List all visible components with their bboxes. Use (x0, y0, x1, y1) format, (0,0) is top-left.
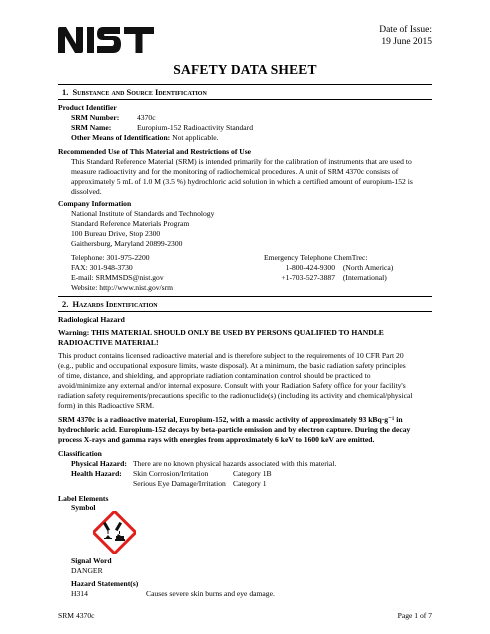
website: Website: http://www.nist.gov/srm (71, 283, 174, 293)
emergency-number: 1-800-424-9300 (285, 263, 335, 272)
section-title: Hazards Identification (72, 300, 158, 309)
recommended-use-text (71, 157, 432, 197)
text-line: of time, distance, and shielding, and appropriate radiation contamination control should be practiced to (58, 371, 371, 381)
date-of-issue (379, 24, 432, 48)
hazard-class: Skin Corrosion/Irritation (133, 469, 209, 478)
nist-logo (58, 27, 154, 53)
section-rule (58, 296, 432, 297)
fax: FAX: 301-948-3730 (71, 263, 133, 273)
emergency-region: (International) (342, 273, 387, 282)
address-line: National Institute of Standards and Technology (71, 209, 215, 218)
health-hazard-row (133, 469, 272, 479)
address-line: Standard Reference Materials Program (71, 219, 190, 229)
hazard-statement-text: Causes severe skin burns and eye damage. (146, 589, 275, 598)
hazard-category: Category 1B (233, 469, 272, 478)
emergency-title: Emergency Telephone ChemTrec: (264, 253, 368, 262)
text-line: process X-rays and gamma rays with energies from approximately 6 keV to 1600 keV are emitted. (58, 435, 375, 445)
section-number: 1. (62, 88, 69, 97)
hazard-category: Category 1 (233, 479, 267, 488)
email: E-mail: SRMMSDS@nist.gov (71, 273, 164, 283)
emergency-row (264, 273, 444, 283)
hazard-statement-label: Hazard Statement(s) (71, 579, 139, 588)
text-line: avoid/minimize any external and/or internal exposure. Consult with your Radiation Safety office for your facility's (58, 381, 406, 391)
health-hazard-row (133, 479, 267, 489)
address-line: Gaithersburg, Maryland 20899-2300 (71, 239, 183, 249)
physical-hazard-label: Physical Hazard: (71, 459, 127, 468)
footer-page-number: Page 1 of 7 (397, 611, 432, 620)
text-line: This Standard Reference Material (SRM) is intended primarily for the calibration of instruments that are used to (71, 157, 412, 166)
classification-label: Classification (58, 449, 102, 458)
text-line: form) in this Radioactive SRM. (58, 401, 154, 411)
company-info-label: Company Information (58, 199, 132, 208)
srm-description-bold (58, 415, 432, 445)
srm-number-label: SRM Number: (71, 113, 120, 122)
section-rule (58, 99, 432, 100)
product-identifier-label: Product Identifier (58, 103, 117, 112)
hazard-class: Serious Eye Damage/Irritation (133, 479, 226, 488)
text-line: This product contains licensed radioactive material and is therefore subject to the requirements of 10 CFR Part 20 (58, 351, 404, 360)
address-line: 100 Bureau Drive, Stop 2300 (71, 229, 161, 239)
health-hazard-label: Health Hazard: (71, 469, 122, 478)
date-value: 19 June 2015 (381, 37, 432, 47)
page-title: SAFETY DATA SHEET (173, 62, 317, 77)
text-line: radiation safety requirements/precautions specific to the radionuclide(s) (including its activity and chemical/physical (58, 391, 413, 401)
other-means-value: Not applicable. (172, 133, 219, 142)
other-means (71, 133, 219, 143)
emergency-row (264, 263, 444, 273)
section-2-heading (62, 300, 158, 309)
section-rule (58, 84, 432, 85)
text-line: hydrochloric acid. Europium-152 decays by beta-particle emission and by electron capture. During the decay (58, 425, 411, 435)
text-line: dissolved. (71, 187, 102, 197)
company-address (71, 209, 214, 249)
section-number: 2. (62, 300, 69, 309)
radiological-hazard-label: Radiological Hazard (58, 315, 125, 324)
label-elements-label: Label Elements (58, 494, 109, 503)
symbol-label: Symbol (71, 503, 96, 512)
emergency-number: +1-703-527-3887 (281, 273, 335, 282)
hazard-code: H314 (71, 589, 88, 598)
date-label: Date of Issue: (379, 25, 432, 35)
section-1-heading (62, 88, 207, 97)
warning-line: Warning: THIS MATERIAL SHOULD ONLY BE USED BY PERSONS QUALIFIED TO HANDLE (58, 328, 384, 337)
text-line: measure radioactivity and for the monitoring of radiochemical procedures. A unit of SRM 4370c consists of (71, 167, 399, 177)
srm-name-label: SRM Name: (71, 123, 112, 132)
warning-line: RADIOACTIVE MATERIAL! (58, 338, 159, 348)
contact-info (71, 253, 173, 293)
srm-name-value: Europium-152 Radioactivity Standard (137, 123, 253, 132)
physical-hazard-value: There are no known physical hazards associated with this material. (133, 459, 337, 468)
footer-srm: SRM 4370c (58, 611, 95, 620)
signal-word-value: DANGER (71, 566, 103, 575)
section-title: Substance and Source Identification (72, 88, 207, 97)
signal-word-label: Signal Word (71, 556, 112, 565)
text-line: approximately 5 mL of 1.0 M (3.5 %) hydrochloric acid solution in which a certified amount of europium-152 is (71, 177, 413, 187)
telephone: Telephone: 301-975-2200 (71, 253, 150, 262)
warning-text (58, 328, 432, 348)
other-means-label: Other Means of Identification: (71, 133, 171, 142)
recommended-use-label: Recommended Use of This Material and Restrictions of Use (58, 147, 252, 156)
emergency-region: (North America) (342, 263, 394, 272)
text-line: (e.g., public and occupational exposure limits, waste disposal). At a minimum, the basic radiation safety principles (58, 361, 406, 371)
srm-number-value: 4370c (137, 113, 156, 122)
text-line: SRM 4370c is a radioactive material, Europium-152, with a massic activity of approximately 93 kBq·g⁻¹ in (58, 415, 403, 424)
corrosion-pictogram-icon (93, 511, 136, 554)
section-rule (58, 311, 432, 312)
radiation-paragraph (58, 351, 432, 412)
